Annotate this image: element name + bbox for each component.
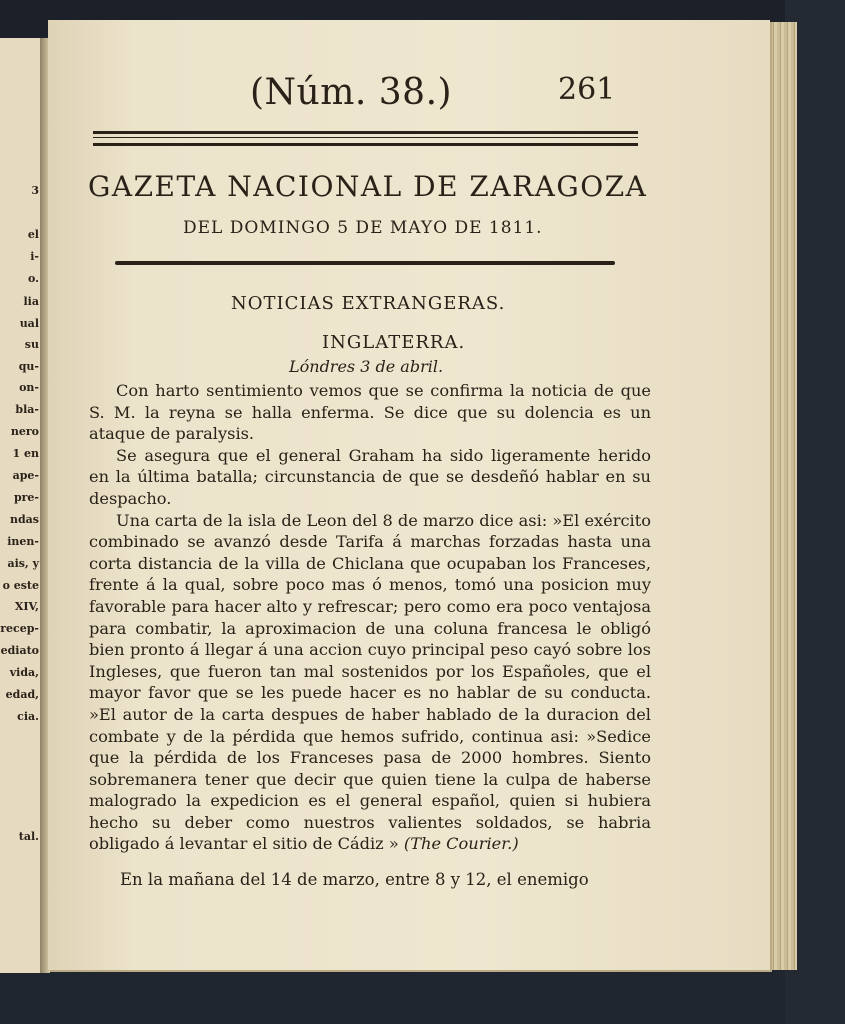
- page-folio: 261: [558, 72, 616, 107]
- facing-page-text: ediato: [0, 644, 39, 657]
- facing-page-text: edad,: [5, 688, 39, 701]
- paragraph-text: Una carta de la isla de Leon del 8 de marzo dice asi: »El exército combinado se avanzó desde Tarifa á marchas forzadas hasta una corta distancia de la villa de Chiclana que ocupaban los Franceses, frente á la qual, sobre poco mas ó menos, tomó una posicion muy favorable para hacer alto y refrescar; pero como era poco ventajosa para combatir, la aproximacion de una coluna francesa le obligó bien pronto á llegar á una accion cuyo principal peso cayó sobre los Ingleses, que fueron tan mal sostenidos por los Españoles, que el mayor favor que se les puede hacer es no hablar de su conducta. »El autor de la carta despues de haber hablado de la duracion del combate y de la pérdida que hemos sufrido, continua asi: »Sedice que la pérdida de los Franceses pasa de 2000 hombres. Siento sobremanera tener que decir que quien tiene la culpa de haberse malogrado la expedicion es el general español, quien si hubiera hecho su deber como nuestros valientes soldados, se habria obligado á levantar el sitio de Cádiz »: [89, 510, 651, 854]
- section-heading: NOTICIAS EXTRANGERAS.: [231, 293, 506, 314]
- facing-page-text: lia: [23, 295, 39, 308]
- facing-page-text: qu-: [18, 360, 39, 373]
- source-citation: (The Courier.): [403, 834, 519, 854]
- masthead-title: GAZETA NACIONAL DE ZARAGOZA: [88, 170, 648, 203]
- paragraph: Se asegura que el general Graham ha sido ligeramente herido en la última batalla; circunstancia de que se desdeñó hablar en su despacho.: [89, 445, 651, 508]
- article-body: [89, 380, 651, 855]
- facing-page-text: ndas: [9, 513, 39, 526]
- facing-page-text: pre-: [13, 491, 39, 504]
- divider-rule: [115, 261, 615, 265]
- issue-date: DEL DOMINGO 5 DE MAYO DE 1811.: [183, 218, 543, 238]
- facing-page-text: nero: [10, 425, 39, 438]
- facing-page-text: recep-: [0, 622, 39, 635]
- facing-page-text: i-: [30, 250, 39, 263]
- dateline: Lóndres 3 de abril.: [289, 357, 444, 376]
- facing-page-text: 1 en: [12, 447, 39, 460]
- facing-page-text: inen-: [7, 535, 39, 548]
- facing-page-text: XIV,: [14, 600, 39, 613]
- facing-page-text: on-: [19, 381, 39, 394]
- facing-page-text: tal.: [18, 830, 39, 843]
- facing-page-fragment: [0, 38, 44, 973]
- facing-page-text: o.: [28, 272, 39, 285]
- paragraph: Con harto sentimiento vemos que se confirma la noticia de que S. M. la reyna se halla enferma. Se dice que su dolencia es un ataque de paralysis.: [89, 381, 651, 444]
- facing-page-text: o este: [2, 579, 39, 592]
- facing-page-text: vida,: [9, 666, 39, 679]
- continuation-line: En la mañana del 14 de marzo, entre 8 y 12, el enemigo: [120, 870, 589, 889]
- facing-page-text: cia.: [17, 710, 39, 723]
- facing-page-text: el: [27, 228, 39, 241]
- country-heading: INGLATERRA.: [322, 332, 466, 353]
- facing-page-text: su: [24, 338, 39, 351]
- facing-page-text: ais, y: [7, 557, 39, 570]
- facing-page-text: ual: [19, 317, 39, 330]
- header-rule: [93, 131, 638, 146]
- issue-number: (Núm. 38.): [250, 72, 453, 113]
- paragraph: [89, 510, 651, 856]
- facing-page-text: ape-: [12, 469, 39, 482]
- facing-page-text: bla-: [15, 403, 39, 416]
- facing-page-text: 3: [31, 184, 39, 197]
